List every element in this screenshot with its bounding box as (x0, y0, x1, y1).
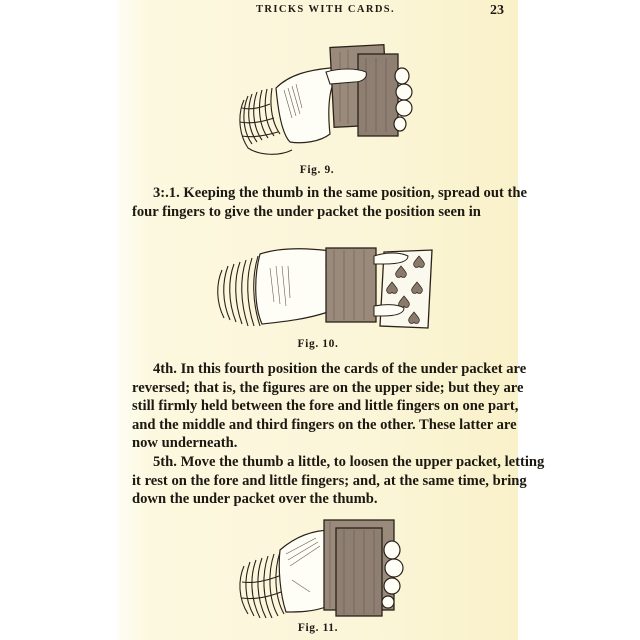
figure-9-hand-holding-cards-illustration (230, 38, 430, 158)
figure-10-hand-with-spread-cards-illustration (214, 232, 444, 332)
paragraph-line: 5th. Move the thumb a little, to loosen the upper packet, letting (153, 454, 545, 470)
paragraph-step-5 (132, 453, 545, 509)
paragraph-step-3 (132, 184, 527, 221)
running-head (118, 4, 518, 20)
paragraph-line: 3:.1. Keeping the thumb in the same position, spread out the (153, 185, 527, 201)
paragraph-step-4 (132, 360, 527, 453)
paragraph-line: down the under packet over the thumb. (132, 491, 378, 508)
paragraph-line: four fingers to give the under packet the position seen in (132, 203, 481, 220)
running-title: TRICKS WITH CARDS. (256, 4, 396, 15)
paragraph-line: reversed; that is, the figures are on the upper side; but they are (132, 379, 524, 396)
paragraph-line: still firmly held between the fore and little fingers on one part, (132, 398, 519, 415)
page-number: 23 (490, 3, 504, 18)
paragraph-line: it rest on the fore and little fingers; and, at the same time, bring (132, 472, 527, 489)
figure-11-caption: Fig. 11. (297, 622, 339, 634)
figure-11-hand-with-under-packet-over-thumb-illustration (236, 508, 406, 620)
paragraph-line: and the middle and third fingers on the other. These latter are (132, 416, 517, 433)
book-page (118, 0, 545, 640)
figure-10-caption: Fig. 10. (297, 338, 339, 350)
paragraph-line: 4th. In this fourth position the cards of the under packet are (153, 361, 527, 377)
paragraph-line: now underneath. (132, 435, 238, 452)
figure-9-caption: Fig. 9. (299, 164, 335, 176)
